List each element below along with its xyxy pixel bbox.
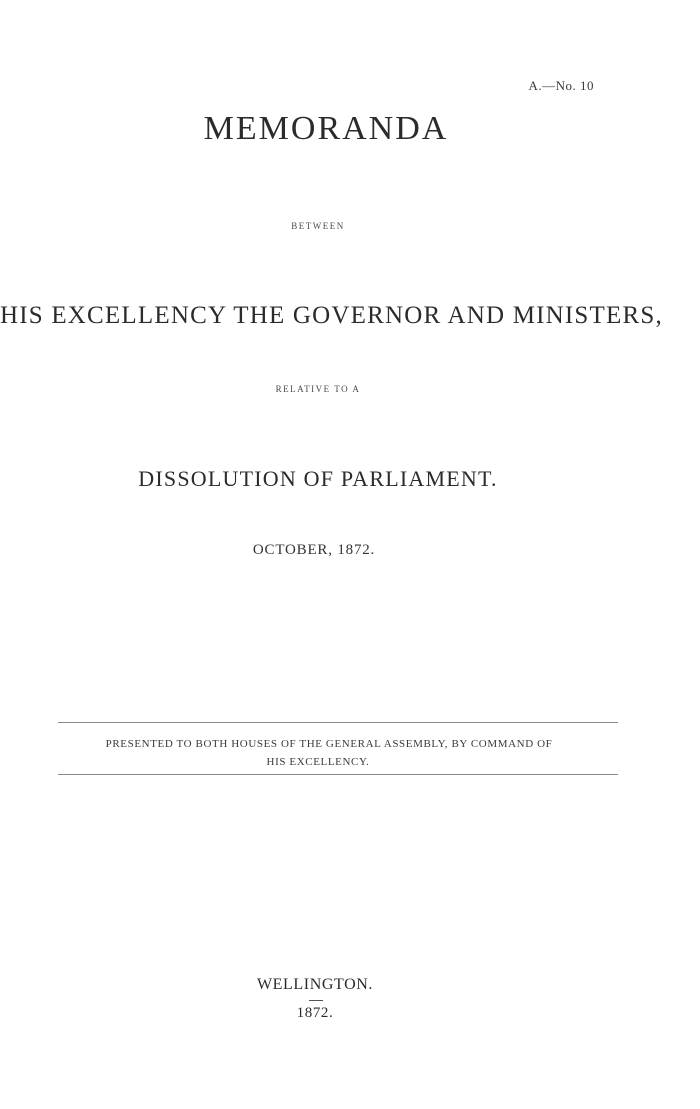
relative-to-label: RELATIVE TO A: [275, 384, 361, 394]
top-divider: [58, 722, 618, 723]
document-reference: A.—No. 10: [528, 78, 594, 93]
parties-heading: HIS EXCELLENCY THE GOVERNOR AND MINISTERS,: [0, 302, 663, 329]
short-rule: [309, 1000, 323, 1001]
document-date: OCTOBER, 1872.: [252, 542, 376, 558]
presented-notice-line-1: PRESENTED TO BOTH HOUSES OF THE GENERAL ASSEMBLY, BY COMMAND OF: [105, 738, 553, 750]
subject-heading: DISSOLUTION OF PARLIAMENT.: [138, 466, 498, 491]
bottom-divider: [58, 774, 618, 775]
publication-place: WELLINGTON.: [256, 976, 374, 993]
publication-year: 1872.: [296, 1005, 334, 1021]
document-title: MEMORANDA: [203, 110, 449, 147]
presented-notice-line-2: HIS EXCELLENCY.: [266, 756, 370, 768]
between-label: BETWEEN: [291, 221, 345, 231]
